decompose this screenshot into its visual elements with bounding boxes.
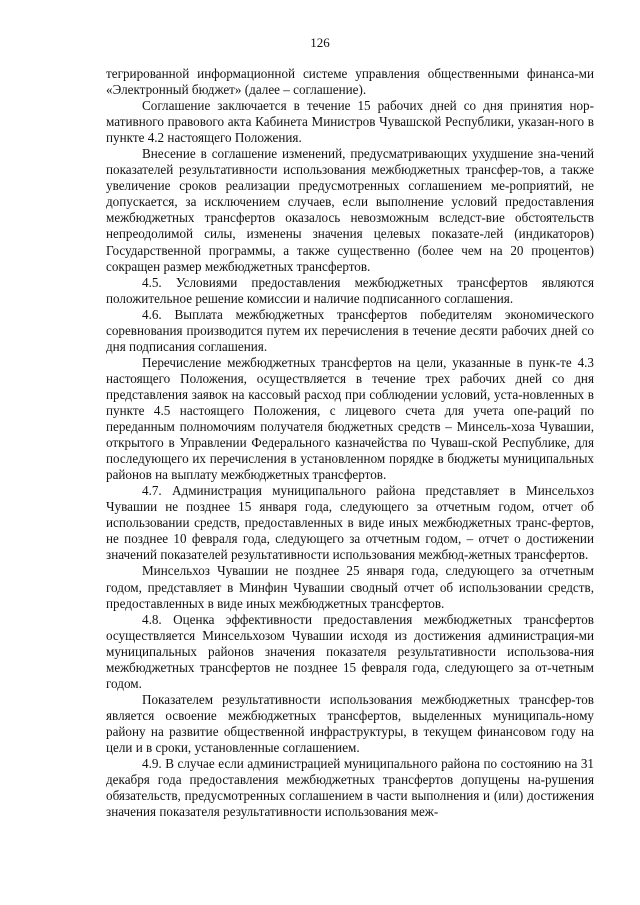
paragraph-4-9: 4.9. В случае если администрацией муниципального района по состоянию на 31 декабря года предоставления межбюджетных трансфертов допущены на-рушения обязательств, предусмотренных соглашением в части выполнения и (или) достижения значения показателя результативности использования меж- [106,756,594,820]
document-body [106,66,594,820]
paragraph-performance-indicator: Показателем результативности использования межбюджетных трансфер-тов является освоение межбюджетных трансфертов, выделенных муниципаль-ному району на развитие общественной инфраструктуры, в текущем финансовом году на цели и в сроки, установленные соглашением. [106,691,594,755]
paragraph-4-6: 4.6. Выплата межбюджетных трансфертов победителям экономического соревнования производится путем их перечисления в течение десяти рабочих дней со дня подписания соглашения. [106,306,594,354]
page-number: 126 [310,35,330,50]
paragraph-agreement-changes: Внесение в соглашение изменений, предусматривающих ухудшение зна-чений показателей результативности использования межбюджетных трансфер-тов, а также увеличение сроков реализации предусмотренных соглашением ме-роприятий, не допускается, за исключением случаев, если выполнение условий предоставления межбюджетных трансфертов оказалось невозможным вследст-вие обстоятельств непреодолимой силы, изменены значения целевых показате-лей (индикаторов) Государственной программы, а также существенно (более чем на 20 процентов) сокращен размер межбюджетных трансфертов. [106,146,594,274]
paragraph-continuation: тегрированной информационной системе управления общественными финанса-ми «Электронный бюджет» (далее – соглашение). [106,66,594,98]
paragraph-4-8: 4.8. Оценка эффективности предоставления межбюджетных трансфертов осуществляется Минсельхозом Чувашии исходя из достижения администрация-ми муниципальных районов значения показателя результативности использова-ния межбюджетных трансфертов не позднее 15 февраля года, следующего за от-четным годом. [106,611,594,691]
paragraph-4-5: 4.5. Условиями предоставления межбюджетных трансфертов являются положительное решение комиссии и наличие подписанного соглашения. [106,274,594,306]
paragraph-4-7: 4.7. Администрация муниципального района представляет в Минсельхоз Чувашии не позднее 15 января года, следующего за отчетным годом, отчет об использовании средств, предоставленных в виде иных межбюджетных транс-фертов, не позднее 10 февраля года, следующего за отчетным годом, – отчет о достижении значений показателей результативности использования межбюд-жетных трансфертов. [106,483,594,563]
paragraph-agreement-term: Соглашение заключается в течение 15 рабочих дней со дня принятия нор-мативного правового акта Кабинета Министров Чувашской Республики, указан-ного в пункте 4.2 настоящего Положения. [106,98,594,146]
paragraph-summary-report: Минсельхоз Чувашии не позднее 25 января года, следующего за отчетным годом, представляет в Минфин Чувашии сводный отчет об использовании средств, предоставленных в виде иных межбюджетных трансфертов. [106,563,594,611]
paragraph-transfer-procedure: Перечисление межбюджетных трансфертов на цели, указанные в пунк-те 4.3 настоящего Положения, осуществляется в течение трех рабочих дней со дня представления заявок на кассовый расход при соблюдении условий, уста-новленных в пункте 4.5 настоящего Положения, с лицевого счета для учета опе-раций по переданным полномочиям получателя бюджетных средств – Минсель-хоза Чувашии, открытого в Управлении Федерального казначейства по Чуваш-ской Республике, для последующего их перечисления в установленном порядке в бюджеты муниципальных районов на выплату межбюджетных трансфертов. [106,354,594,483]
